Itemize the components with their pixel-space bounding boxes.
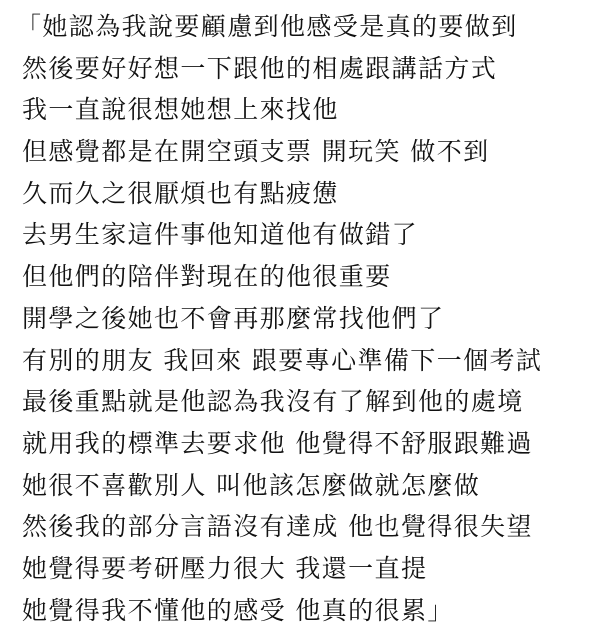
note-line: 她覺得我不懂他的感受 他真的很累」 xyxy=(22,595,454,625)
note-line: 她很不喜歡別人 叫他該怎麼做就怎麼做 xyxy=(22,470,481,500)
note-line: 然後我的部分言語沒有達成 他也覺得很失望 xyxy=(22,512,533,542)
note-line: 她覺得要考研壓力很大 我還一直提 xyxy=(22,553,428,583)
note-line: 最後重點就是他認為我沒有了解到他的處境 xyxy=(22,387,524,417)
note-line: 但感覺都是在開空頭支票 開玩笑 做不到 xyxy=(22,137,490,167)
note-line: 「她認為我說要顧慮到他感受是真的要做到 xyxy=(16,12,518,41)
note-line: 去男生家這件事他知道他有做錯了 xyxy=(22,220,419,250)
note-line: 但他們的陪伴對現在的他很重要 xyxy=(22,262,392,292)
note-line: 就用我的標準去要求他 他覺得不舒服跟難過 xyxy=(22,428,533,458)
note-line: 久而久之很厭煩也有點疲憊 xyxy=(22,178,339,208)
text-note xyxy=(0,6,602,631)
note-line: 開學之後她也不會再那麼常找他們了 xyxy=(22,303,445,333)
note-line: 然後要好好想一下跟他的相處跟講話方式 xyxy=(22,53,498,83)
note-line: 有別的朋友 我回來 跟要專心準備下一個考試 xyxy=(22,345,543,375)
note-line: 我一直說很想她想上來找他 xyxy=(22,95,339,125)
